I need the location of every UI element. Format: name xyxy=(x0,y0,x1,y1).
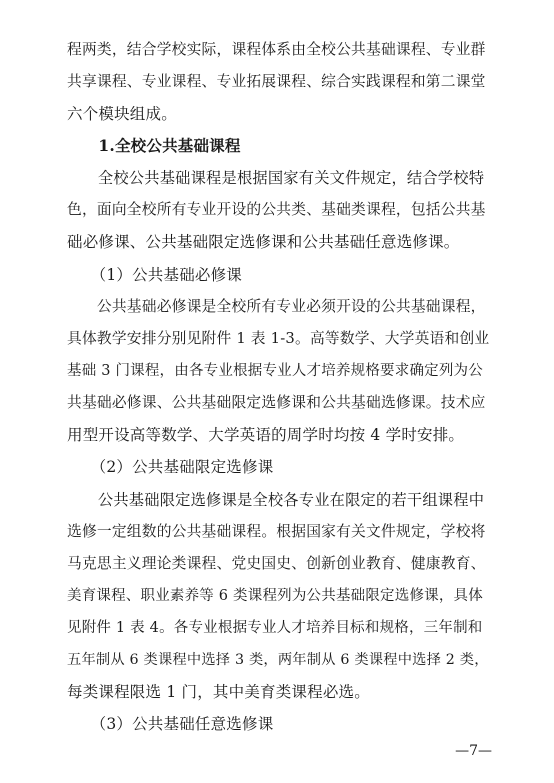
subsection-heading: （2）公共基础限定选修课 xyxy=(67,458,274,476)
text-line: 六个模块组成。 xyxy=(67,105,177,123)
page-number: —7— xyxy=(455,743,492,759)
text-line: 程两类，结合学校实际，课程体系由全校公共基础课程、专业群 xyxy=(67,41,486,58)
section-heading: 1.全校公共基础课程 xyxy=(67,136,241,155)
text-line: 用型开设高等数学、大学英语的周学时均按 4 学时安排。 xyxy=(67,426,465,444)
text-line: 色，面向全校所有专业开设的公共类、基础类课程，包括公共基 xyxy=(67,201,486,218)
text-line: 础必修课、公共基础限定选修课和公共基础任意选修课。 xyxy=(67,233,460,251)
text-line: 选修一定组数的公共基础课程。根据国家有关文件规定，学校将 xyxy=(67,523,486,540)
subsection-heading: （3）公共基础任意选修课 xyxy=(67,715,274,733)
text-line: 五年制从 6 类课程中选择 3 类，两年制从 6 类课程中选择 2 类， xyxy=(67,652,489,668)
text-line: 公共基础限定选修课是全校各专业在限定的若干组课程中 xyxy=(67,491,485,509)
text-line: 每类课程限选 1 门，其中美育类课程必选。 xyxy=(67,683,370,701)
text-line: 美育课程、职业素养等 6 类课程列为公共基础限定选修课，具体 xyxy=(67,588,483,604)
text-line: 共享课程、专业课程、专业拓展课程、综合实践课程和第二课堂 xyxy=(67,73,486,90)
text-line: 见附件 1 表 4。各专业根据专业人才培养目标和规格，三年制和 xyxy=(67,620,483,636)
text-line: 马克思主义理论类课程、党史国史、创新创业教育、健康教育、 xyxy=(67,555,486,572)
text-line: 具体教学安排分别见附件 1 表 1-3。高等数学、大学英语和创业 xyxy=(67,330,490,347)
text-line: 共基础必修课、公共基础限定选修课和公共基础选修课。技术应 xyxy=(67,394,486,411)
subsection-heading: （1）公共基础必修课 xyxy=(67,266,243,284)
text-line: 全校公共基础课程是根据国家有关文件规定，结合学校特 xyxy=(67,169,485,187)
text-line: 基础 3 门课程，由各专业根据专业人才培养规格要求确定列为公 xyxy=(67,363,483,379)
text-line: 公共基础必修课是全校所有专业必须开设的公共基础课程， xyxy=(67,298,486,315)
